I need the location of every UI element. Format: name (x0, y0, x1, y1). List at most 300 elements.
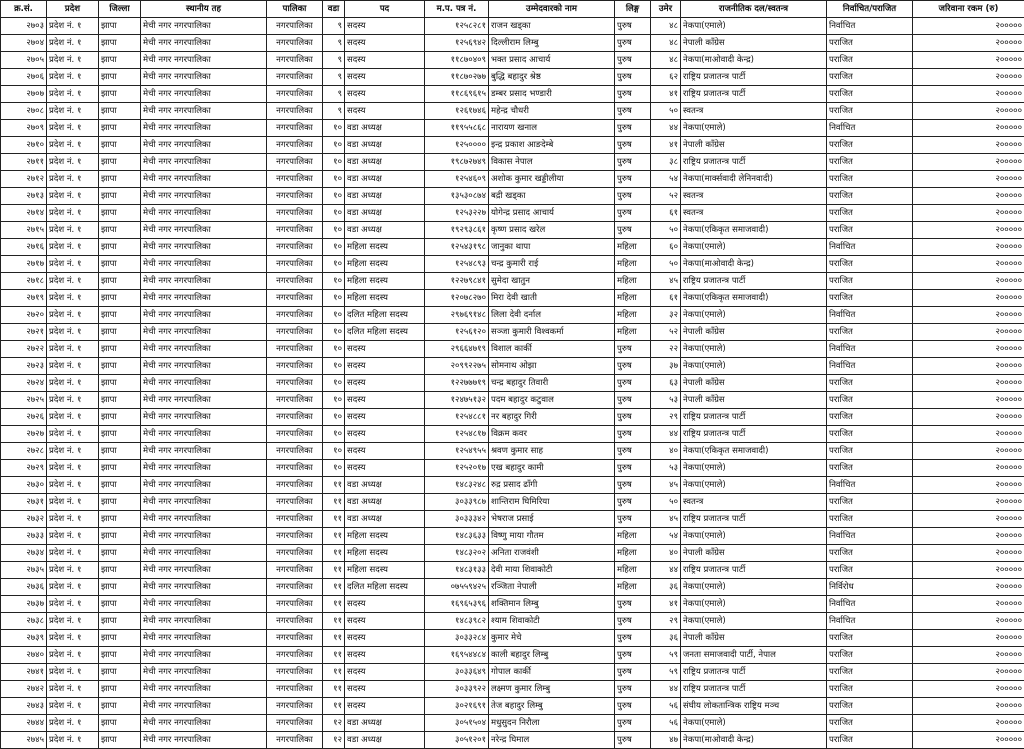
municipality-type-cell: नगरपालिका (267, 528, 323, 545)
municipality-type-cell: नगरपालिका (267, 307, 323, 324)
result-cell: निर्वाचित (827, 239, 913, 256)
ward-cell: १० (323, 443, 345, 460)
age-cell: ६१ (651, 205, 681, 222)
party-cell: नेकपा(एमाले) (681, 596, 827, 613)
header-local-level: स्थानीय तह (141, 1, 267, 18)
id-number-cell: १२२७७७१९ (425, 375, 489, 392)
local-level-cell: मेची नगर नगरपालिका (141, 52, 267, 69)
age-cell: २२ (651, 341, 681, 358)
fine-amount-cell: २००००० (913, 630, 1024, 647)
id-number-cell: १२५४३१९८ (425, 239, 489, 256)
municipality-type-cell: नगरपालिका (267, 69, 323, 86)
fine-amount-cell: २००००० (913, 647, 1024, 664)
fine-amount-cell: २००००० (913, 664, 1024, 681)
candidate-name-cell: मधुसुदन निरौला (489, 715, 615, 732)
district-cell: झापा (99, 273, 141, 290)
candidate-name-cell: योगेन्द्र प्रसाद आचार्य (489, 205, 615, 222)
result-cell: पराजित (827, 562, 913, 579)
candidate-name-cell: श्रवण कुमार साह (489, 443, 615, 460)
party-cell: राष्ट्रिय प्रजातन्त्र पार्टी (681, 681, 827, 698)
local-level-cell: मेची नगर नगरपालिका (141, 86, 267, 103)
result-cell: पराजित (827, 664, 913, 681)
party-cell: नेपाली काँग्रेस (681, 630, 827, 647)
gender-cell: पुरुष (615, 86, 651, 103)
district-cell: झापा (99, 392, 141, 409)
candidate-name-cell: महेन्द्र चौधरी (489, 103, 615, 120)
district-cell: झापा (99, 205, 141, 222)
party-cell: नेकपा(एमाले) (681, 239, 827, 256)
post-cell: सदस्य (345, 375, 425, 392)
gender-cell: पुरुष (615, 137, 651, 154)
fine-amount-cell: २००००० (913, 154, 1024, 171)
table-row (1, 103, 1024, 120)
age-cell: ५६ (651, 715, 681, 732)
party-cell: राष्ट्रिय प्रजातन्त्र पार्टी (681, 154, 827, 171)
candidate-name-cell: लिला देवी दर्नाल (489, 307, 615, 324)
table-row (1, 188, 1024, 205)
id-number-cell: १२५०००० (425, 137, 489, 154)
id-number-cell: ३०३३९८७ (425, 494, 489, 511)
party-cell: नेपाली काँग्रेस (681, 545, 827, 562)
district-cell: झापा (99, 290, 141, 307)
ward-cell: १० (323, 256, 345, 273)
candidate-name-cell: भेषराज प्रसाई (489, 511, 615, 528)
table-row (1, 443, 1024, 460)
table-row (1, 222, 1024, 239)
result-cell: पराजित (827, 443, 913, 460)
district-cell: झापा (99, 630, 141, 647)
party-cell: नेकपा(माओवादी केन्द्र) (681, 732, 827, 749)
table-row (1, 698, 1024, 715)
province-cell: प्रदेश नं. १ (47, 171, 99, 188)
gender-cell: पुरुष (615, 409, 651, 426)
post-cell: दलित महिला सदस्य (345, 579, 425, 596)
candidate-name-cell: एख बहादुर कामी (489, 460, 615, 477)
id-number-cell: ३०५१२०१ (425, 732, 489, 749)
post-cell: वडा अध्यक्ष (345, 154, 425, 171)
serial-cell: २७०९ (1, 120, 47, 137)
province-cell: प्रदेश नं. १ (47, 154, 99, 171)
result-cell: पराजित (827, 426, 913, 443)
table-row (1, 426, 1024, 443)
municipality-type-cell: नगरपालिका (267, 613, 323, 630)
table-row (1, 494, 1024, 511)
local-level-cell: मेची नगर नगरपालिका (141, 579, 267, 596)
province-cell: प्रदेश नं. १ (47, 477, 99, 494)
result-cell: पराजित (827, 460, 913, 477)
local-level-cell: मेची नगर नगरपालिका (141, 103, 267, 120)
header-result: निर्वाचित/पराजित (827, 1, 913, 18)
post-cell: सदस्य (345, 630, 425, 647)
age-cell: ५२ (651, 188, 681, 205)
post-cell: सदस्य (345, 664, 425, 681)
serial-cell: २७३७ (1, 596, 47, 613)
age-cell: ४८ (651, 52, 681, 69)
municipality-type-cell: नगरपालिका (267, 443, 323, 460)
district-cell: झापा (99, 103, 141, 120)
local-level-cell: मेची नगर नगरपालिका (141, 18, 267, 35)
post-cell: सदस्य (345, 392, 425, 409)
age-cell: ५० (651, 494, 681, 511)
age-cell: ४८ (651, 35, 681, 52)
province-cell: प्रदेश नं. १ (47, 103, 99, 120)
age-cell: ३८ (651, 154, 681, 171)
ward-cell: १२ (323, 732, 345, 749)
municipality-type-cell: नगरपालिका (267, 18, 323, 35)
age-cell: ५३ (651, 460, 681, 477)
candidate-name-cell: सुमेदा खातुन (489, 273, 615, 290)
age-cell: ४८ (651, 18, 681, 35)
ward-cell: ११ (323, 613, 345, 630)
party-cell: नेकपा(मार्क्सवादी लेनिनवादी) (681, 171, 827, 188)
ward-cell: १० (323, 290, 345, 307)
id-number-cell: २०९९२२७५ (425, 358, 489, 375)
province-cell: प्रदेश नं. १ (47, 579, 99, 596)
result-cell: पराजित (827, 52, 913, 69)
province-cell: प्रदेश नं. १ (47, 647, 99, 664)
result-cell: निर्वाचित (827, 18, 913, 35)
serial-cell: २७२४ (1, 375, 47, 392)
id-number-cell: १२५४९५५ (425, 443, 489, 460)
ward-cell: ११ (323, 528, 345, 545)
post-cell: वडा अध्यक्ष (345, 477, 425, 494)
district-cell: झापा (99, 69, 141, 86)
id-number-cell: ३०३३२८४ (425, 630, 489, 647)
district-cell: झापा (99, 409, 141, 426)
age-cell: ५० (651, 256, 681, 273)
serial-cell: २७३१ (1, 494, 47, 511)
candidate-name-cell: रुद्र प्रसाद ढाँगी (489, 477, 615, 494)
gender-cell: पुरुष (615, 341, 651, 358)
result-cell: पराजित (827, 715, 913, 732)
candidate-name-cell: चन्द्र बहादुर तिवारी (489, 375, 615, 392)
result-cell: पराजित (827, 154, 913, 171)
municipality-type-cell: नगरपालिका (267, 256, 323, 273)
result-cell: पराजित (827, 647, 913, 664)
serial-cell: २७३० (1, 477, 47, 494)
id-number-cell: १२२७९८४१ (425, 273, 489, 290)
table-row (1, 596, 1024, 613)
gender-cell: पुरुष (615, 596, 651, 613)
municipality-type-cell: नगरपालिका (267, 426, 323, 443)
party-cell: राष्ट्रिय प्रजातन्त्र पार्टी (681, 273, 827, 290)
result-cell: पराजित (827, 222, 913, 239)
gender-cell: पुरुष (615, 732, 651, 749)
post-cell: सदस्य (345, 443, 425, 460)
header-post: पद (345, 1, 425, 18)
gender-cell: पुरुष (615, 460, 651, 477)
result-cell: पराजित (827, 290, 913, 307)
result-cell: पराजित (827, 324, 913, 341)
party-cell: स्वतन्त्र (681, 103, 827, 120)
province-cell: प्रदेश नं. १ (47, 256, 99, 273)
age-cell: ४५ (651, 511, 681, 528)
local-level-cell: मेची नगर नगरपालिका (141, 35, 267, 52)
district-cell: झापा (99, 647, 141, 664)
ward-cell: १० (323, 205, 345, 222)
result-cell: पराजित (827, 188, 913, 205)
result-cell: पराजित (827, 86, 913, 103)
candidate-name-cell: दिल्लीराम लिम्बु (489, 35, 615, 52)
municipality-type-cell: नगरपालिका (267, 86, 323, 103)
local-level-cell: मेची नगर नगरपालिका (141, 341, 267, 358)
result-cell: निर्वाचित (827, 596, 913, 613)
fine-amount-cell: २००००० (913, 579, 1024, 596)
serial-cell: २७४२ (1, 681, 47, 698)
table-row (1, 630, 1024, 647)
gender-cell: पुरुष (615, 511, 651, 528)
gender-cell: पुरुष (615, 18, 651, 35)
result-cell: पराजित (827, 375, 913, 392)
fine-amount-cell: २००००० (913, 324, 1024, 341)
local-level-cell: मेची नगर नगरपालिका (141, 120, 267, 137)
id-number-cell: १२५३२२७ (425, 205, 489, 222)
ward-cell: ९ (323, 86, 345, 103)
serial-cell: २७२३ (1, 358, 47, 375)
header-age: उमेर (651, 1, 681, 18)
party-cell: राष्ट्रिय प्रजातन्त्र पार्टी (681, 664, 827, 681)
result-cell: पराजित (827, 35, 913, 52)
table-row (1, 477, 1024, 494)
post-cell: सदस्य (345, 460, 425, 477)
local-level-cell: मेची नगर नगरपालिका (141, 477, 267, 494)
table-row (1, 307, 1024, 324)
fine-amount-cell: २००००० (913, 69, 1024, 86)
table-row (1, 341, 1024, 358)
fine-amount-cell: २००००० (913, 596, 1024, 613)
district-cell: झापा (99, 35, 141, 52)
ward-cell: १० (323, 392, 345, 409)
age-cell: ५६ (651, 698, 681, 715)
serial-cell: २७२६ (1, 409, 47, 426)
result-cell: पराजित (827, 545, 913, 562)
fine-amount-cell: २००००० (913, 290, 1024, 307)
party-cell: नेकपा(एमाले) (681, 477, 827, 494)
province-cell: प्रदेश नं. १ (47, 35, 99, 52)
fine-amount-cell: २००००० (913, 681, 1024, 698)
serial-cell: २७१६ (1, 239, 47, 256)
candidate-name-cell: श्याम शिवाकोटी (489, 613, 615, 630)
province-cell: प्रदेश नं. १ (47, 443, 99, 460)
district-cell: झापा (99, 732, 141, 749)
municipality-type-cell: नगरपालिका (267, 732, 323, 749)
post-cell: वडा अध्यक्ष (345, 494, 425, 511)
result-cell: पराजित (827, 171, 913, 188)
local-level-cell: मेची नगर नगरपालिका (141, 681, 267, 698)
post-cell: सदस्य (345, 341, 425, 358)
province-cell: प्रदेश नं. १ (47, 52, 99, 69)
candidate-name-cell: मिरा देवी खाती (489, 290, 615, 307)
gender-cell: महिला (615, 273, 651, 290)
local-level-cell: मेची नगर नगरपालिका (141, 443, 267, 460)
province-cell: प्रदेश नं. १ (47, 307, 99, 324)
serial-cell: २७३८ (1, 613, 47, 630)
serial-cell: २७२७ (1, 426, 47, 443)
result-cell: पराजित (827, 630, 913, 647)
serial-cell: २७०५ (1, 52, 47, 69)
result-cell: निर्विरोध (827, 579, 913, 596)
gender-cell: पुरुष (615, 698, 651, 715)
post-cell: सदस्य (345, 613, 425, 630)
serial-cell: २७२५ (1, 392, 47, 409)
ward-cell: १० (323, 239, 345, 256)
ward-cell: १० (323, 188, 345, 205)
fine-amount-cell: २००००० (913, 103, 1024, 120)
province-cell: प्रदेश नं. १ (47, 18, 99, 35)
province-cell: प्रदेश नं. १ (47, 137, 99, 154)
province-cell: प्रदेश नं. १ (47, 375, 99, 392)
local-level-cell: मेची नगर नगरपालिका (141, 222, 267, 239)
serial-cell: २७२० (1, 307, 47, 324)
id-number-cell: २९७६९१४८ (425, 307, 489, 324)
party-cell: नेकपा(एमाले) (681, 715, 827, 732)
province-cell: प्रदेश नं. १ (47, 222, 99, 239)
gender-cell: पुरुष (615, 205, 651, 222)
result-cell: पराजित (827, 494, 913, 511)
candidate-name-cell: जानुका थापा (489, 239, 615, 256)
province-cell: प्रदेश नं. १ (47, 732, 99, 749)
province-cell: प्रदेश नं. १ (47, 205, 99, 222)
result-cell: पराजित (827, 256, 913, 273)
fine-amount-cell: २००००० (913, 613, 1024, 630)
province-cell: प्रदेश नं. १ (47, 69, 99, 86)
district-cell: झापा (99, 86, 141, 103)
district-cell: झापा (99, 443, 141, 460)
id-number-cell: १९२९३८६१ (425, 222, 489, 239)
id-number-cell: १२५४८९३ (425, 256, 489, 273)
local-level-cell: मेची नगर नगरपालिका (141, 290, 267, 307)
candidate-name-cell: डम्बर प्रसाद भण्डारी (489, 86, 615, 103)
fine-amount-cell: २००००० (913, 341, 1024, 358)
party-cell: राष्ट्रिय प्रजातन्त्र पार्टी (681, 562, 827, 579)
candidate-name-cell: कुमार मेचे (489, 630, 615, 647)
serial-cell: २७०६ (1, 69, 47, 86)
party-cell: नेकपा(एकिकृत समाजवादी) (681, 290, 827, 307)
age-cell: ४१ (651, 137, 681, 154)
fine-amount-cell: २००००० (913, 86, 1024, 103)
post-cell: महिला सदस्य (345, 239, 425, 256)
party-cell: नेकपा(एकिकृत समाजवादी) (681, 443, 827, 460)
municipality-type-cell: नगरपालिका (267, 664, 323, 681)
municipality-type-cell: नगरपालिका (267, 290, 323, 307)
gender-cell: महिला (615, 562, 651, 579)
fine-amount-cell: २००००० (913, 120, 1024, 137)
ward-cell: ९ (323, 52, 345, 69)
gender-cell: महिला (615, 307, 651, 324)
municipality-type-cell: नगरपालिका (267, 681, 323, 698)
district-cell: झापा (99, 715, 141, 732)
candidate-name-cell: काली बहादुर लिम्बु (489, 647, 615, 664)
table-row (1, 715, 1024, 732)
municipality-type-cell: नगरपालिका (267, 188, 323, 205)
ward-cell: १० (323, 222, 345, 239)
age-cell: ६३ (651, 375, 681, 392)
header-candidate-name: उम्मेदवारको नाम (489, 1, 615, 18)
gender-cell: पुरुष (615, 358, 651, 375)
gender-cell: पुरुष (615, 647, 651, 664)
ward-cell: ९ (323, 69, 345, 86)
gender-cell: पुरुष (615, 188, 651, 205)
post-cell: वडा अध्यक्ष (345, 715, 425, 732)
post-cell: सदस्य (345, 18, 425, 35)
party-cell: नेपाली काँग्रेस (681, 35, 827, 52)
party-cell: राष्ट्रिय प्रजातन्त्र पार्टी (681, 86, 827, 103)
municipality-type-cell: नगरपालिका (267, 579, 323, 596)
candidate-name-cell: सञ्जा कुमारी विश्वकर्मा (489, 324, 615, 341)
serial-cell: २७०३ (1, 18, 47, 35)
age-cell: ४७ (651, 732, 681, 749)
candidate-name-cell: नर बहादुर गिरी (489, 409, 615, 426)
local-level-cell: मेची नगर नगरपालिका (141, 358, 267, 375)
fine-amount-cell: २००००० (913, 528, 1024, 545)
municipality-type-cell: नगरपालिका (267, 171, 323, 188)
district-cell: झापा (99, 358, 141, 375)
party-cell: नेपाली काँग्रेस (681, 324, 827, 341)
id-number-cell: १२०७८२७० (425, 290, 489, 307)
post-cell: वडा अध्यक्ष (345, 511, 425, 528)
id-number-cell: १४८३१३३ (425, 562, 489, 579)
local-level-cell: मेची नगर नगरपालिका (141, 154, 267, 171)
party-cell: राष्ट्रिय प्रजातन्त्र पार्टी (681, 426, 827, 443)
table-row (1, 154, 1024, 171)
municipality-type-cell: नगरपालिका (267, 324, 323, 341)
serial-cell: २७११ (1, 154, 47, 171)
header-province: प्रदेश (47, 1, 99, 18)
gender-cell: पुरुष (615, 426, 651, 443)
ward-cell: ११ (323, 545, 345, 562)
ward-cell: १० (323, 409, 345, 426)
serial-cell: २७४४ (1, 715, 47, 732)
header-ward: वडा (323, 1, 345, 18)
ward-cell: ११ (323, 681, 345, 698)
municipality-type-cell: नगरपालिका (267, 392, 323, 409)
age-cell: ४४ (651, 562, 681, 579)
serial-cell: २७३५ (1, 562, 47, 579)
province-cell: प्रदेश नं. १ (47, 528, 99, 545)
ward-cell: ९ (323, 103, 345, 120)
result-cell: निर्वाचित (827, 120, 913, 137)
district-cell: झापा (99, 324, 141, 341)
result-cell: निर्वाचित (827, 613, 913, 630)
table-row (1, 205, 1024, 222)
table-row (1, 664, 1024, 681)
age-cell: ६१ (651, 290, 681, 307)
age-cell: ४४ (651, 120, 681, 137)
post-cell: सदस्य (345, 698, 425, 715)
id-number-cell: १६९५४४८४ (425, 647, 489, 664)
result-cell: पराजित (827, 681, 913, 698)
fine-amount-cell: २००००० (913, 239, 1024, 256)
id-number-cell: ११८७०४०९ (425, 52, 489, 69)
result-cell: पराजित (827, 205, 913, 222)
result-cell: पराजित (827, 69, 913, 86)
municipality-type-cell: नगरपालिका (267, 715, 323, 732)
province-cell: प्रदेश नं. १ (47, 120, 99, 137)
candidate-name-cell: विशाल कार्की (489, 341, 615, 358)
candidate-name-cell: देवी माया शिवाकोटी (489, 562, 615, 579)
ward-cell: ११ (323, 664, 345, 681)
fine-amount-cell: २००००० (913, 732, 1024, 749)
id-number-cell: ११८७०२७७ (425, 69, 489, 86)
candidate-name-cell: शान्तिराम घिमिरिया (489, 494, 615, 511)
party-cell: राष्ट्रिय प्रजातन्त्र पार्टी (681, 69, 827, 86)
local-level-cell: मेची नगर नगरपालिका (141, 205, 267, 222)
age-cell: ४५ (651, 273, 681, 290)
post-cell: महिला सदस्य (345, 256, 425, 273)
fine-amount-cell: २००००० (913, 273, 1024, 290)
local-level-cell: मेची नगर नगरपालिका (141, 256, 267, 273)
result-cell: निर्वाचित (827, 477, 913, 494)
